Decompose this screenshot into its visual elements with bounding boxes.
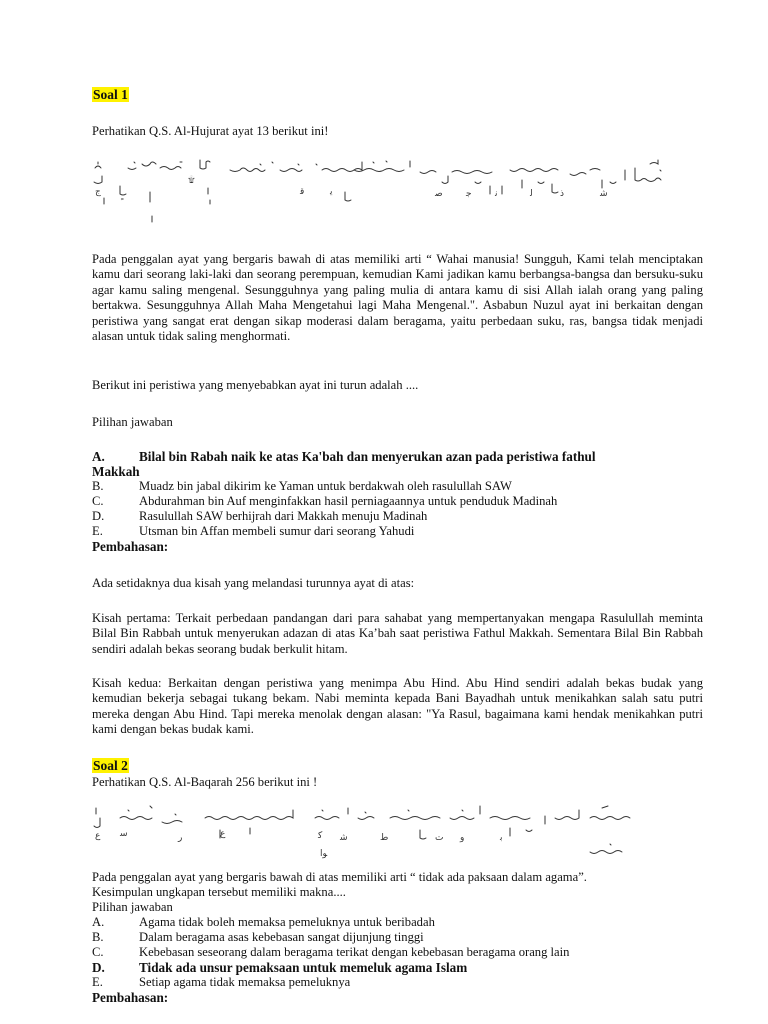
svg-text:ﺳ: ﺳ [120,829,128,839]
option-text: Agama tidak boleh memaksa pemeluknya untuk beribadah [139,915,435,929]
option-text-continuation: Makkah [92,464,140,479]
svg-text:ﺟ: ﺟ [466,189,472,199]
option-key: C. [92,494,104,508]
svg-text:ﻮﺍ: ﻮﺍ [320,849,328,859]
svg-text:ﻁ: ﻁ [380,833,389,843]
soal-1-intro: Perhatikan Q.S. Al-Hujurat ayat 13 berikut ini! [92,124,329,138]
soal-1-heading-wrap [92,86,129,104]
svg-text:ﺻ: ﺻ [435,189,443,199]
arabic-verse-image-1 [90,156,680,228]
soal-2-heading-wrap [92,757,129,775]
soal-1-story-2: Kisah kedua: Berkaitan dengan peristiwa yang menimpa Abu Hind. Abu Hind sendiri adalah bekas budak yang kemudian bekerja sebagai tukang bekam. Nabi meminta kepada Bani Bayadhah untuk menikahkan salah satu putri mereka dengan Abu Hind. Tapi mereka menolak dengan alasan: "Ya Rasul, bagaimana kami hendak menikahkan putri kami dengan bekas budak kami. [92,676,703,737]
soal-2-question: Kesimpulan ungkapan tersebut memiliki makna.... [92,885,346,899]
option-c[interactable] [92,494,712,509]
option-d[interactable] [92,509,712,524]
option-key: D. [92,509,105,523]
option-c[interactable] [92,945,732,960]
svg-text:ﻧ: ﻧ [495,189,498,199]
svg-text:ﻭ: ﻭ [460,833,465,843]
svg-text:ﻟ: ﻟ [530,189,533,199]
svg-text:ﻗ: ﻗ [300,187,305,197]
option-key: A. [92,915,105,929]
option-text: Bilal bin Rabah naik ke atas Ka'bah dan menyerukan azan pada peristiwa fathul [139,449,596,464]
soal-1-choices-label: Pilihan jawaban [92,415,173,429]
soal-2-paragraph: Pada penggalan ayat yang bergaris bawah di atas memiliki arti “ tidak ada paksaan dalam agama”. [92,870,587,884]
option-text: Setiap agama tidak memaksa pemeluknya [139,975,351,989]
arabic-verse-image-2 [90,800,650,864]
option-key: A. [92,449,105,464]
svg-text:ج: ج [95,187,101,197]
soal-1-paragraph: Pada penggalan ayat yang bergaris bawah di atas memiliki arti “ Wahai manusia! Sungguh, Kami telah menciptakan kamu dari seorang laki-laki dan seorang perempuan, kemudian Kami jadikan kamu berbangsa-bangsa dan bersuku-suku agar kamu saling mengenal. Sesungguhnya yang paling mulia di antara kamu di sisi Allah ialah orang yang paling bertakwa. Sesungguhnya Allah Maha Mengetahui lagi Maha Mengenal.". Asbabun Nuzul ayat ini berkaitan dengan peristiwa yang sangat erat dengan sikap moderasi dalam beragama, yaitu perbedaan suku, ras, bangsa tidak menjadi alasan untuk tidak saling menghormati. [92,252,703,344]
option-text: Rasulullah SAW berhijrah dari Makkah menuju Madinah [139,509,428,523]
option-a[interactable] [92,915,732,930]
svg-text:ﻛ: ﻛ [318,831,323,841]
option-text: Muadz bin jabal dikirim ke Yaman untuk berdakwah oleh rasulullah SAW [139,479,512,493]
option-text: Tidak ada unsur pemaksaan untuk memeluk agama Islam [139,960,468,975]
option-e[interactable] [92,975,732,990]
option-a[interactable] [92,449,712,464]
option-a-continuation [92,464,712,479]
svg-text:ﻉ: ﻉ [95,831,101,841]
option-key: B. [92,930,104,944]
soal-2-discussion-label: Pembahasan: [92,990,169,1005]
soal-1-discussion-label: Pembahasan: [92,539,169,554]
svg-text:ﺑ: ﺑ [500,833,503,843]
svg-text:ﺭ: ﺭ [178,833,183,843]
option-d[interactable] [92,960,732,975]
svg-text:ﺫ: ﺫ [560,189,565,199]
option-key: D. [92,960,105,975]
soal-2-options [92,915,732,1005]
option-b[interactable] [92,930,732,945]
soal-1-options [92,449,712,554]
svg-text:۩: ۩ [188,175,195,185]
soal-2-choices-label: Pilihan jawaban [92,900,173,914]
option-b[interactable] [92,479,712,494]
soal-1-story-1: Kisah pertama: Terkait perbedaan pandangan dari para sahabat yang mempertanyakan mengapa Rasulullah meminta Bilal Bin Rabbah untuk menyerukan adazan di atas Ka’bah saat peristiwa Fathul Makkah. Sementara Bilal Bin Rabbah sendiri adalah bekas seorang budak berkulit hitam. [92,611,703,656]
svg-text:ﺷ: ﺷ [340,833,348,843]
option-text: Abdurahman bin Auf menginfakkan hasil perniagaannya untuk penduduk Madinah [139,494,558,508]
soal-1-question: Berikut ini peristiwa yang menyebabkan ayat ini turun adalah .... [92,378,419,392]
soal-2-intro: Perhatikan Q.S. Al-Baqarah 256 berikut ini ! [92,775,318,789]
svg-text:ﺕ: ﺕ [435,833,444,843]
option-text: Dalam beragama asas kebebasan sangat dijunjung tinggi [139,930,424,944]
soal-1-discussion-intro: Ada setidaknya dua kisah yang melandasi turunnya ayat di atas: [92,576,415,590]
option-key: E. [92,975,103,989]
option-e[interactable] [92,524,712,539]
svg-text:ﻉ: ﻉ [220,829,226,839]
svg-text:ﻳ: ﻳ [330,187,333,197]
option-text: Utsman bin Affan membeli sumur dari seorang Yahudi [139,524,415,538]
option-key: E. [92,524,103,538]
option-key: B. [92,479,104,493]
soal-2-heading: Soal 2 [93,758,128,773]
svg-text:ﺷ: ﺷ [600,189,608,199]
svg-text:ٍ [120,198,124,201]
soal-1-heading: Soal 1 [93,87,128,102]
option-text: Kebebasan seseorang dalam beragama terikat dengan kebebasan beragama orang lain [139,945,570,959]
option-key: C. [92,945,104,959]
